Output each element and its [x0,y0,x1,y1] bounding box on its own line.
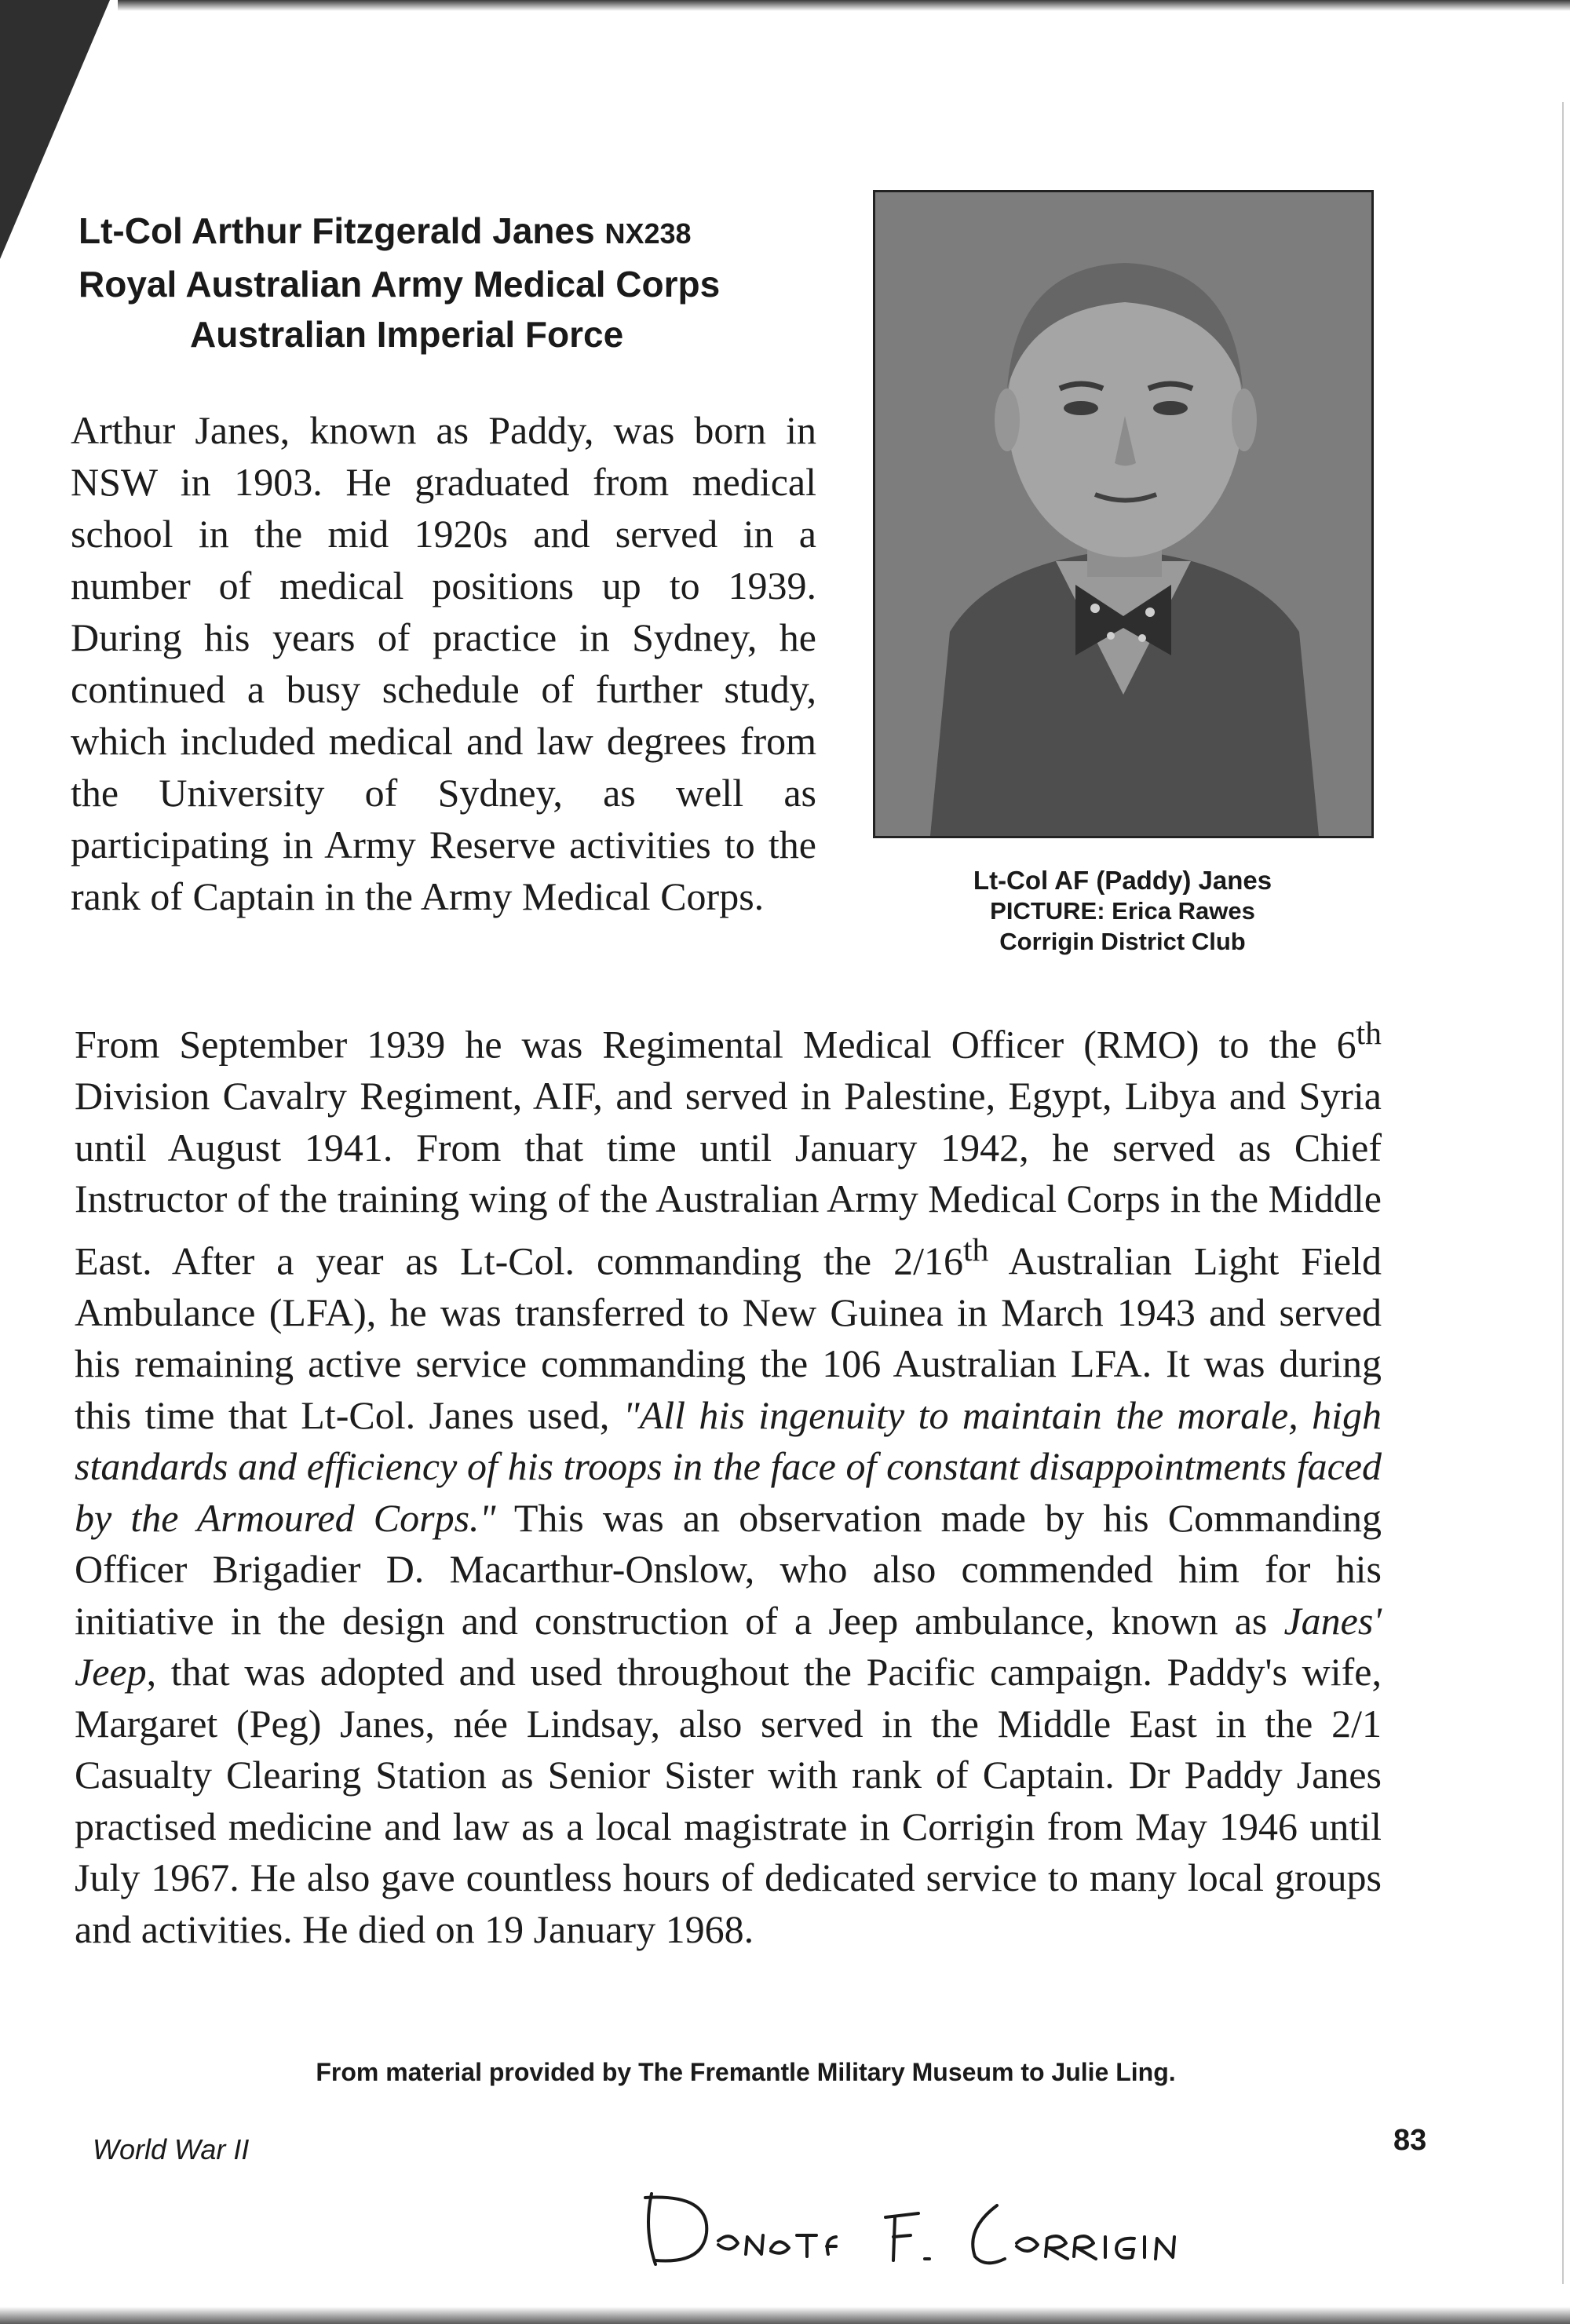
source-credit: From material provided by The Fremantle Military Museum to Julie Ling. [316,2058,1176,2086]
scan-top-edge [118,0,1570,11]
page-right-edge [1562,102,1564,2284]
body-superscript-2: th [962,1231,989,1268]
body-quote: "All his ingenuity to maintain the morale, high standards and efficiency of his troops in the face of constant disappointments faced by the Armoured Corps." [75,1392,1382,1540]
portrait-photo [873,190,1374,838]
body-text-3: Australian Light Field Ambulance (LFA), he was transferred to New Guinea in March 1943 and served his remaining active service commanding the 106 Australian LFA. It was during this time that Lt-Col. Janes used, [75,1239,1382,1437]
heading-force: Australian Imperial Force [190,314,624,355]
footer-section-title: World War II [93,2133,250,2165]
main-paragraph [75,1009,1382,1955]
caption-source: Corrigin District Club [999,928,1246,955]
handwritten-signature [636,2182,1185,2276]
heading-rank-name: Lt-Col Arthur Fitzgerald Janes [78,210,595,251]
body-text-2: Division Cavalry Regiment, AIF, and served in Palestine, Egypt, Libya and Syria until August 1941. From that time until January 1942, he served as Chief Instructor of the training wing of the Australian Army Medical Corps in the Middle East. After a year as Lt-Col. commanding the 2/16 [75,1074,1382,1283]
page-number: 83 [1393,2124,1427,2157]
portrait-illustration [875,192,1371,836]
heading-service-number: NX238 [604,217,692,250]
body-text-1: From September 1939 he was Regimental Medical Officer (RMO) to the 6 [75,1022,1356,1067]
body-text-4: This was an observation made by his Commanding Officer Brigadier D. Macarthur-Onslow, who also commended him for his initiative in the design and construction of a Jeep ambulance, known as [75,1495,1382,1643]
intro-paragraph: Arthur Janes, known as Paddy, was born in NSW in 1903. He graduated from medical school in the mid 1920s and served in a number of medical positions up to 1939. During his years of practice in Sydney, he continued a busy schedule of further study, which included medical and law degrees from the University of Sydney, as well as participating in Army Reserve activities to the rank of Captain in the Army Medical Corps. [71,408,816,918]
photo-caption [864,865,1382,957]
signature-drawing [636,2182,1185,2276]
caption-credit: PICTURE: Erica Rawes [990,897,1255,925]
article-heading [78,206,824,359]
body-jeep-name: Janes' Jeep [75,1598,1382,1695]
heading-name-line [78,206,824,259]
body-text-5: , that was adopted and used throughout the Pacific campaign. Paddy's wife, Margaret (Peg) Janes, née Lindsay, also served in the Middle East in the 2/1 Casualty Clearing Station as Senior Sister with rank of Captain. Dr Paddy Janes practised medicine and law as a local magistrate in Corrigin from May 1946 until July 1967. He also gave countless hours of dedicated service to many local groups and activities. He died on 19 January 1968. [75,1650,1382,1951]
caption-name: Lt-Col AF (Paddy) Janes [973,866,1272,895]
body-superscript-1: th [1356,1016,1382,1052]
scan-bottom-edge [0,2307,1570,2324]
heading-corps: Royal Australian Army Medical Corps [78,264,721,305]
